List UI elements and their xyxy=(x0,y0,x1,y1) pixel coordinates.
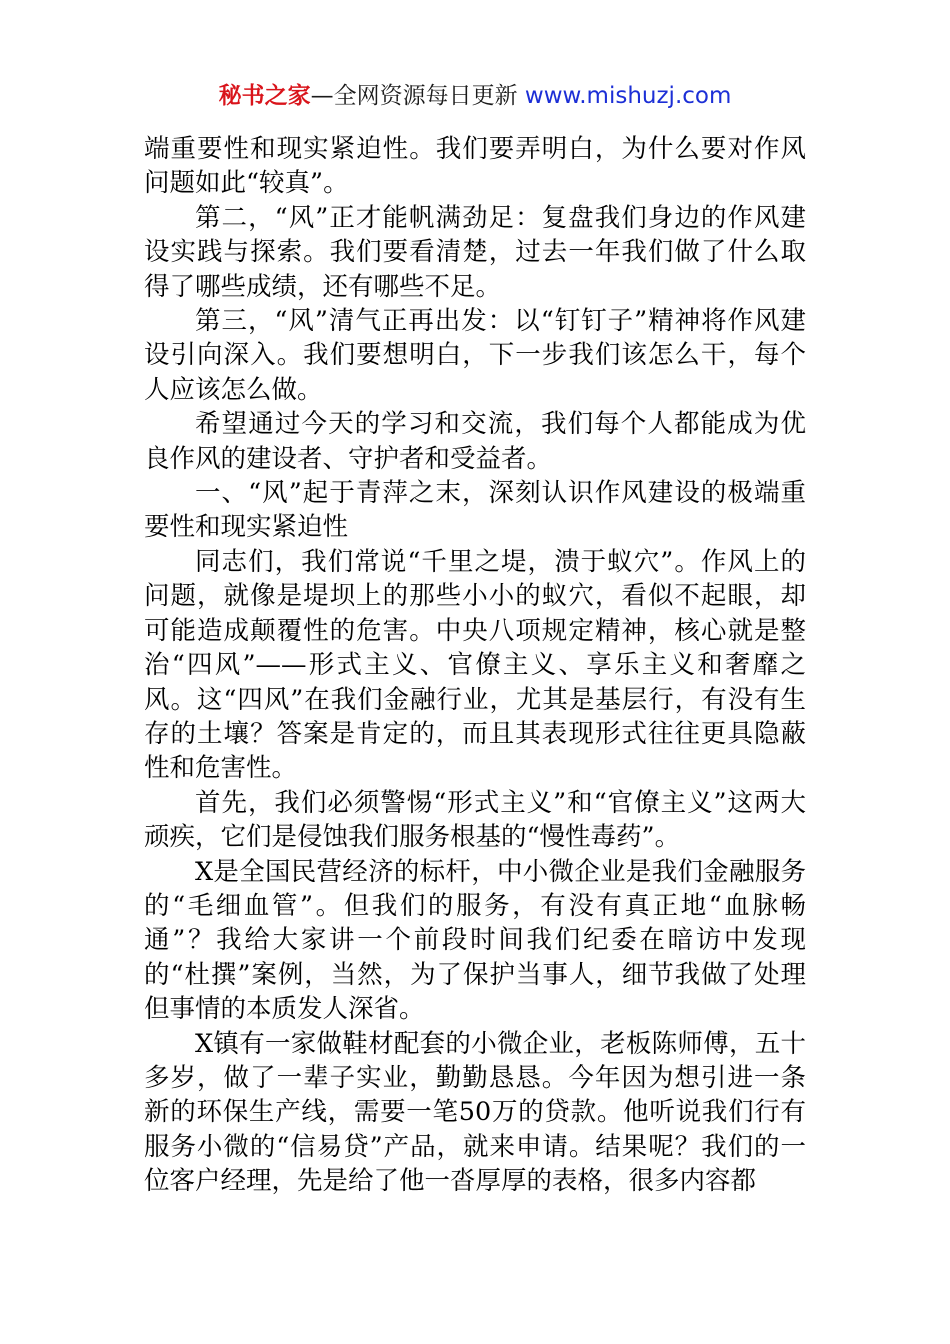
paragraph: X是全国民营经济的标杆，中小微企业是我们金融服务的“毛细血管”。但我们的服务，有没有真正地“血脉畅通”？我给大家讲一个前段时间我们纪委在暗访中发现的“杜撰”案例，当然，为了保护当事人，细节我做了处理但事情的本质发人深省。 xyxy=(144,856,806,1025)
paragraph: 第三，“风”清气正再出发：以“钉钉子”精神将作风建设引向深入。我们要想明白，下一步我们该怎么干，每个人应该怎么做。 xyxy=(144,306,806,405)
document-body xyxy=(144,132,806,1199)
page-header xyxy=(0,80,950,112)
paragraph: 同志们，我们常说“千里之堤，溃于蚁穴”。作风上的问题，就像是堤坝上的那些小小的蚁穴，看似不起眼，却可能造成颠覆性的危害。中央八项规定精神，核心就是整治“四风”——形式主义、官僚主义、享乐主义和奢靡之风。这“四风”在我们金融行业，尤其是基层行，有没有生存的土壤？答案是肯定的，而且其表现形式往往更具隐蔽性和危害性。 xyxy=(144,546,806,784)
paragraph: 希望通过今天的学习和交流，我们每个人都能成为优良作风的建设者、守护者和受益者。 xyxy=(144,409,806,474)
paragraph: 首先，我们必须警惕“形式主义”和“官僚主义”这两大顽疾，它们是侵蚀我们服务根基的“慢性毒药”。 xyxy=(144,787,806,853)
header-tagline: —全网资源每日更新 xyxy=(310,83,525,109)
paragraph: 端重要性和现实紧迫性。我们要弄明白，为什么要对作风问题如此“较真”。 xyxy=(144,134,806,199)
header-brand: 秘书之家 xyxy=(218,83,311,109)
header-site-link[interactable]: www.mishuzj.com xyxy=(524,83,732,109)
section-heading: 一、“风”起于青萍之末，深刻认识作风建设的极端重要性和现实紧迫性 xyxy=(144,478,806,543)
paragraph: 第二，“风”正才能帆满劲足：复盘我们身边的作风建设实践与探索。我们要看清楚，过去一年我们做了什么取得了哪些成绩，还有哪些不足。 xyxy=(144,202,806,302)
paragraph: X镇有一家做鞋材配套的小微企业，老板陈师傅，五十多岁，做了一辈子实业，勤勤恳恳。今年因为想引进一条新的环保生产线，需要一笔50万的贷款。他听说我们行有服务小微的“信易贷”产品，就来申请。结果呢？我们的一位客户经理，先是给了他一沓厚厚的表格，很多内容都 xyxy=(144,1028,806,1197)
